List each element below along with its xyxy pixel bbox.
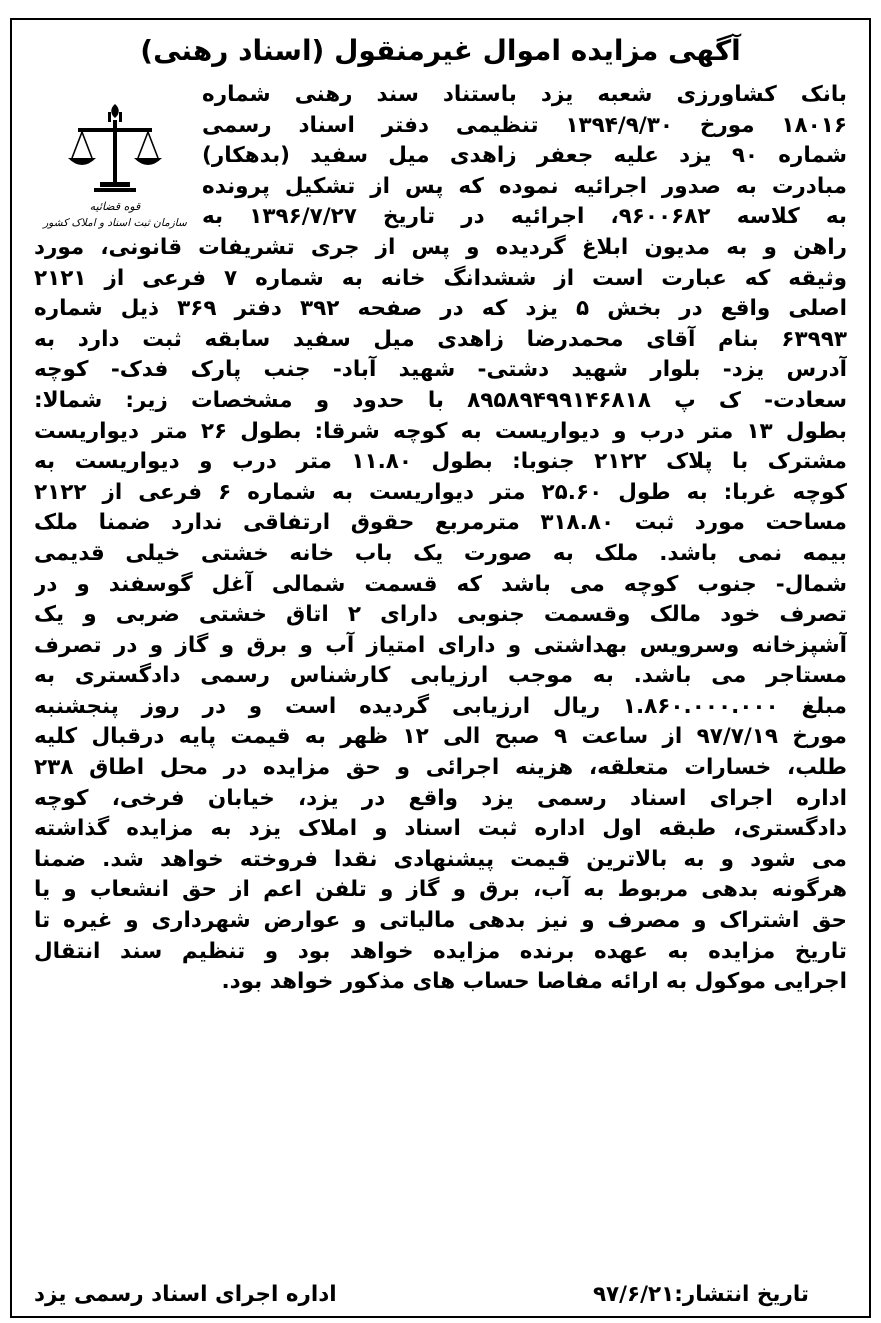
body-line: آشپزخانه وسرویس بهداشتی و دارای امتیاز آب و برق و گاز و در تصرف bbox=[34, 632, 847, 658]
body-line: اجرایی موکول به ارائه مفاصا حساب های مذکور خواهد بود. bbox=[221, 969, 847, 995]
body-line: شمال- جنوب کوچه می باشد که قسمت شمالی آغل گوسفند و در bbox=[34, 571, 847, 597]
body-line: طلب، خسارات متعلقه، هزینه اجرائی و حق مزایده در محل اطاق ۲۳۸ bbox=[34, 755, 847, 781]
emblem-caption-bottom: سازمان ثبت اسناد و املاک کشور bbox=[43, 217, 187, 229]
body-line: کوچه غربا: به طول ۲۵.۶۰ متر دیواریست به شماره ۶ فرعی از ۲۱۲۲ bbox=[34, 479, 847, 505]
body-line: هرگونه بدهی مربوط به آب، برق و گاز و تلفن اعم از حق انشعاب و یا bbox=[34, 877, 847, 903]
body-line: شماره ۹۰ یزد علیه جعفر زاهدی میل سفید (بدهکار) bbox=[202, 143, 847, 169]
body-line: می شود و به بالاترین قیمت پیشنهادی نقدا فروخته خواهد شد. ضمنا bbox=[34, 846, 847, 872]
notice-frame bbox=[10, 18, 871, 1318]
body-line: مبادرت به صدور اجرائیه نموده که پس از تشکیل پرونده bbox=[202, 173, 847, 199]
top-strip bbox=[0, 0, 881, 12]
body-line: آدرس یزد- بلوار شهید دشتی- شهید آباد- جنب پارک فدک- کوچه bbox=[34, 357, 847, 383]
body-line: دادگستری، طبقه اول اداره ثبت اسناد و املاک یزد به مزایده گذاشته bbox=[34, 816, 847, 842]
body-line: مبلغ ۱.۸۶۰.۰۰۰.۰۰۰ ریال ارزیابی گردیده است و در روز پنجشنبه bbox=[34, 693, 847, 719]
body-line: اداره اجرای اسناد رسمی یزد واقع در یزد، خیابان فرخی، کوچه bbox=[34, 785, 847, 811]
body-line: مشترک با پلاک ۲۱۲۲ جنوبا: بطول ۱۱.۸۰ متر درب و دیواریست به bbox=[34, 449, 847, 475]
body-line: راهن و به مدیون ابلاغ گردیده و پس از جری تشریفات قانونی، مورد bbox=[34, 234, 847, 260]
body-line: بیمه نمی باشد. ملک به صورت یک باب خانه خشتی خیلی قدیمی bbox=[34, 540, 847, 566]
notice-footer bbox=[34, 1282, 809, 1307]
body-line: مستاجر می باشد. به موجب ارزیابی کارشناس رسمی دادگستری به bbox=[34, 663, 847, 689]
body-line: بطول ۱۳ متر درب و دیواریست به کوچه شرقا: بطول ۲۶ متر دیواریست bbox=[34, 418, 847, 444]
body-line: اصلی واقع در بخش ۵ یزد که در صفحه ۳۹۲ دفتر ۳۶۹ ذیل شماره bbox=[34, 296, 847, 322]
body-line: ۶۳۹۹۳ بنام آقای محمدرضا زاهدی میل سفید سابقه ثبت دارد به bbox=[34, 326, 847, 352]
body-line: مساحت مورد ثبت ۳۱۸.۸۰ مترمربع حقوق ارتفاقی ندارد ضمنا ملک bbox=[34, 510, 847, 536]
body-line: به کلاسه ۹۶۰۰۶۸۲، اجرائیه در تاریخ ۱۳۹۶/۷/۲۷ به bbox=[202, 204, 847, 230]
emblem-caption-top: قوه قضائیه bbox=[89, 200, 141, 213]
body-line: وثیقه که عبارت است از ششدانگ خانه به شماره ۷ فرعی از ۲۱۲۱ bbox=[34, 265, 847, 291]
body-line: ۱۸۰۱۶ مورخ ۱۳۹۴/۹/۳۰ تنظیمی دفتر اسناد رسمی bbox=[202, 112, 847, 138]
body-line: حق اشتراک و مصرف و نیز بدهی مالیاتی و عوارض شهرداری و غیره تا bbox=[34, 908, 847, 934]
notice-body bbox=[34, 80, 847, 998]
body-line: بانک کشاورزی شعبه یزد باستناد سند رهنی شماره bbox=[202, 82, 847, 107]
body-line: سعادت- ک پ ۸۹۵۸۹۴۹۹۱۴۶۸۱۸ با حدود و مشخصات زیر: شمالا: bbox=[34, 387, 847, 413]
notice-title: آگهی مزایده اموال غیرمنقول (اسناد رهنی) bbox=[140, 34, 741, 67]
publish-date: تاریخ انتشار:۹۷/۶/۲۱ bbox=[592, 1282, 809, 1307]
body-line: تصرف خود مالک وقسمت جنوبی دارای ۲ اتاق خشتی ضربی و یک bbox=[34, 602, 847, 628]
issuing-office: اداره اجرای اسناد رسمی یزد bbox=[34, 1282, 337, 1307]
body-line: تاریخ مزایده به عهده برنده مزایده خواهد بود و تنظیم سند انتقال bbox=[34, 938, 847, 964]
body-line: مورخ ۹۷/۷/۱۹ از ساعت ۹ صبح الی ۱۲ ظهر به قیمت پایه درقبال کلیه bbox=[34, 724, 847, 750]
